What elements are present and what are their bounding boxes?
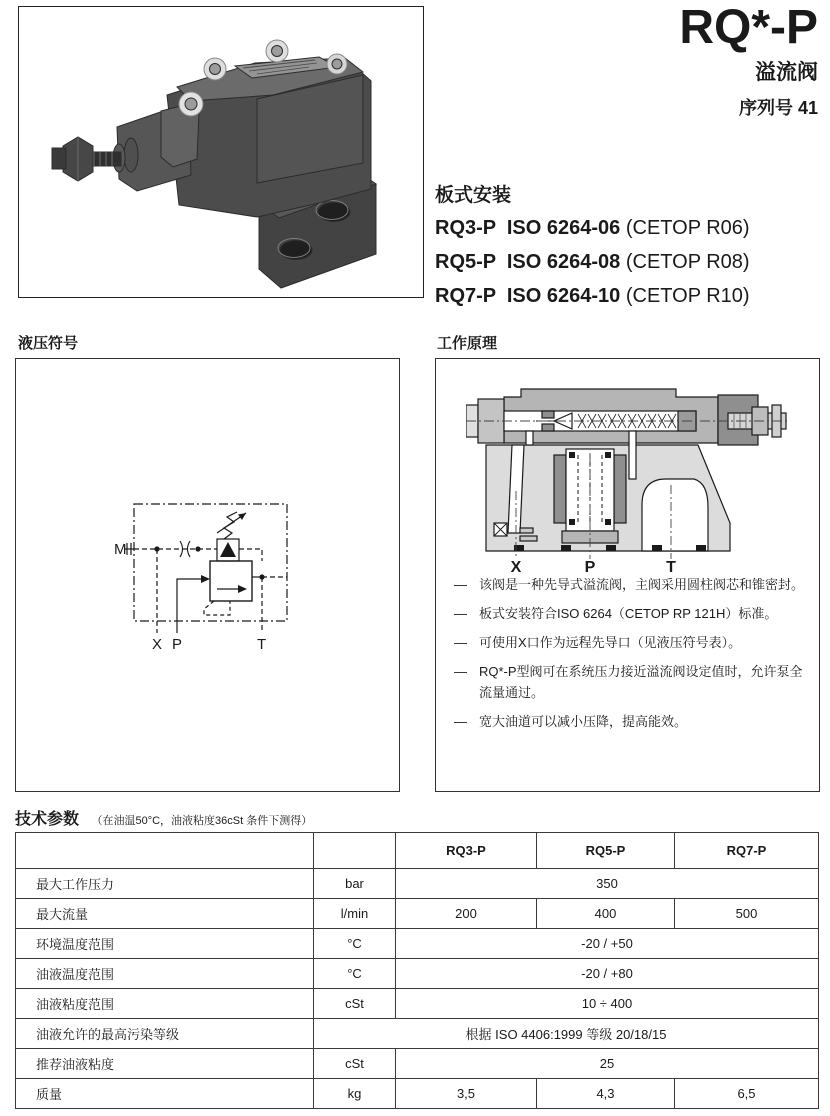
model-line-rq7p bbox=[435, 285, 825, 308]
header-cell-unit bbox=[314, 833, 396, 869]
row-label: 最大工作压力 bbox=[16, 869, 314, 899]
bullet-dash: — bbox=[454, 664, 467, 680]
model-code: RQ7-P ISO 6264-10 bbox=[435, 285, 626, 307]
mounting-heading: 板式安装 bbox=[435, 185, 512, 206]
mounting-block bbox=[435, 180, 825, 319]
port-label-x: X bbox=[152, 636, 163, 653]
table-row-contamination bbox=[16, 1019, 819, 1049]
port-label-t: T bbox=[257, 636, 267, 653]
bullet-dash: — bbox=[454, 606, 467, 622]
row-value: 4,3 bbox=[537, 1079, 675, 1109]
row-label: 推荐油液粘度 bbox=[16, 1049, 314, 1079]
row-unit: cSt bbox=[314, 1049, 396, 1079]
model-cetop: (CETOP R10) bbox=[625, 285, 750, 307]
specs-heading: 技术参数 bbox=[15, 811, 80, 828]
row-unit: °C bbox=[314, 959, 396, 989]
working-principle-heading: 工作原理 bbox=[437, 335, 498, 352]
model-code: RQ5-P ISO 6264-08 bbox=[435, 251, 626, 273]
port-label-m: M bbox=[114, 541, 127, 558]
section-port-label-p: P bbox=[584, 559, 596, 573]
row-value: 200 bbox=[396, 899, 537, 929]
specs-table bbox=[15, 832, 819, 1109]
section-port-label-t: T bbox=[666, 559, 676, 573]
valve-photo bbox=[19, 7, 420, 294]
row-label: 油液允许的最高污染等级 bbox=[16, 1019, 314, 1049]
row-value: -20 / +50 bbox=[396, 929, 819, 959]
bullet-dash: — bbox=[454, 713, 467, 729]
row-label: 油液粘度范围 bbox=[16, 989, 314, 1019]
table-row-max-pressure bbox=[16, 869, 819, 899]
table-row-viscosity-range bbox=[16, 989, 819, 1019]
table-row-max-flow bbox=[16, 899, 819, 929]
table-row-recommended-viscosity bbox=[16, 1049, 819, 1079]
bullet-text: 板式安装符合ISO 6264（CETOP RP 121H）标准。 bbox=[479, 606, 778, 622]
specs-note: （在油温50°C，油液粘度36cSt 条件下测得） bbox=[91, 815, 313, 827]
row-label: 环境温度范围 bbox=[16, 929, 314, 959]
model-line-rq3p bbox=[435, 217, 825, 240]
bullet-item bbox=[454, 604, 809, 624]
specs-heading-row bbox=[15, 806, 818, 829]
row-value: 350 bbox=[396, 869, 819, 899]
row-unit: bar bbox=[314, 869, 396, 899]
valve-photo-frame bbox=[18, 6, 424, 298]
row-value: 根据 ISO 4406:1999 等级 20/18/15 bbox=[314, 1019, 819, 1049]
row-label: 最大流量 bbox=[16, 899, 314, 929]
series-number: 序列号 41 bbox=[738, 98, 818, 118]
table-row-ambient-temp bbox=[16, 929, 819, 959]
header-cell-model: RQ7-P bbox=[675, 833, 819, 869]
hydraulic-symbol-diagram bbox=[114, 491, 306, 653]
model-cetop: (CETOP R08) bbox=[625, 251, 750, 273]
bullet-text: 可使用X口作为远程先导口（见液压符号表）。 bbox=[479, 635, 742, 651]
bullet-text: 该阀是一种先导式溢流阀，主阀采用圆柱阀芯和锥密封。 bbox=[479, 577, 805, 592]
header-cell-model: RQ5-P bbox=[537, 833, 675, 869]
row-value: 500 bbox=[675, 899, 819, 929]
row-label: 质量 bbox=[16, 1079, 314, 1109]
bullet-text: RQ*-P型阀可在系统压力接近溢流阀设定值时，允许泵全流量通过。 bbox=[479, 664, 803, 700]
port-label-p: P bbox=[172, 636, 183, 653]
row-value: 10 ÷ 400 bbox=[396, 989, 819, 1019]
bullet-dash: — bbox=[454, 635, 467, 651]
bullet-item bbox=[454, 633, 809, 653]
row-unit: °C bbox=[314, 929, 396, 959]
hydraulic-symbol-box bbox=[15, 358, 400, 792]
row-unit: cSt bbox=[314, 989, 396, 1019]
model-line-rq5p bbox=[435, 251, 825, 274]
row-value: 3,5 bbox=[396, 1079, 537, 1109]
bullet-dash: — bbox=[454, 577, 467, 592]
feature-bullet-list bbox=[454, 575, 809, 741]
table-row-fluid-temp bbox=[16, 959, 819, 989]
bullet-text: 宽大油道可以减小压降，提高能效。 bbox=[479, 713, 688, 729]
row-value: 400 bbox=[537, 899, 675, 929]
hydraulic-symbol-heading: 液压符号 bbox=[18, 335, 79, 352]
working-principle-box bbox=[435, 358, 820, 792]
model-cetop: (CETOP R06) bbox=[625, 217, 750, 239]
section-port-label-x: X bbox=[510, 559, 522, 573]
model-code: RQ3-P ISO 6264-06 bbox=[435, 217, 626, 239]
bullet-item bbox=[454, 662, 809, 702]
page-subtitle: 溢流阀 bbox=[755, 61, 818, 84]
row-value: -20 / +80 bbox=[396, 959, 819, 989]
header-cell-model: RQ3-P bbox=[396, 833, 537, 869]
row-unit: kg bbox=[314, 1079, 396, 1109]
row-unit: l/min bbox=[314, 899, 396, 929]
row-label: 油液温度范围 bbox=[16, 959, 314, 989]
bullet-item bbox=[454, 712, 809, 732]
bullet-item bbox=[454, 575, 809, 595]
page-title: RQ*-P bbox=[679, 1, 818, 54]
title-block bbox=[430, 1, 818, 120]
row-value: 6,5 bbox=[675, 1079, 819, 1109]
row-value: 25 bbox=[396, 1049, 819, 1079]
specs-header-row bbox=[16, 833, 819, 869]
valve-cross-section bbox=[466, 383, 790, 573]
header-cell-empty bbox=[16, 833, 314, 869]
table-row-mass bbox=[16, 1079, 819, 1109]
